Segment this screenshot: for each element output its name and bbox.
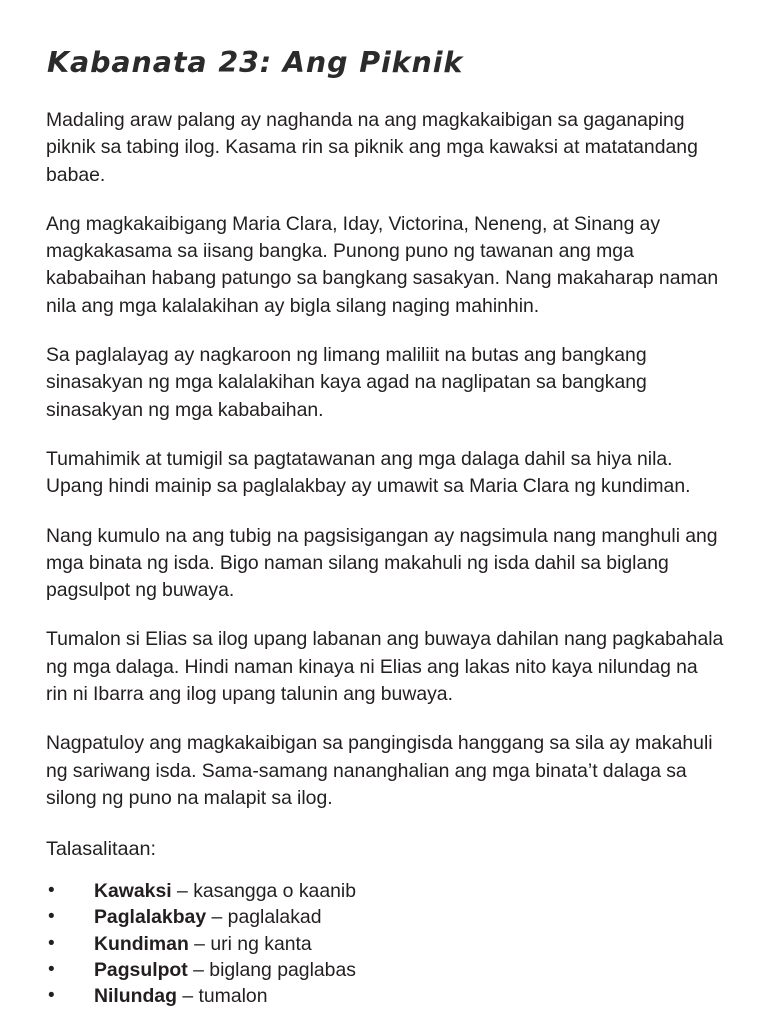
vocabulary-separator: – bbox=[206, 906, 228, 929]
vocabulary-separator: – bbox=[171, 880, 194, 903]
document-content bbox=[46, 46, 724, 1009]
paragraph: Tumahimik at tumigil sa pagtatawanan ang mga dalaga dahil sa hiya nila. Upang hindi mainip sa paglalakbay ay umawit sa Maria Clara ng kundiman. bbox=[46, 447, 691, 498]
paragraph: Tumalon si Elias sa ilog upang labanan ang buwaya dahilan nang pagkabahala ng mga dalaga. Hindi naman kinaya ni Elias ang lakas nito kaya nilundag na rin ni Ibarra ang ilog upang talunin ang buwaya. bbox=[46, 628, 724, 706]
vocabulary-term: Kawaksi bbox=[94, 880, 172, 903]
vocabulary-term: Nilundag bbox=[94, 985, 177, 1008]
vocabulary-separator: – bbox=[188, 932, 211, 955]
vocabulary-definition: kasangga o kaanib bbox=[193, 880, 356, 903]
vocabulary-heading: Talasalitaan: bbox=[46, 838, 156, 861]
paragraph: Nagpatuloy ang magkakaibigan sa pangingisda hanggang sa sila ay makahuli ng sariwang isda. Sama-samang nananghalian ang mga binata’t dalaga sa silong ng puno na malapit sa ilog. bbox=[46, 732, 713, 809]
paragraph: Ang magkakaibigang Maria Clara, Iday, Victorina, Neneng, at Sinang ay magkakasama sa iisang bangka. Punong puno ng tawanan ang mga kababaihan habang patungo sa bangkang sasakyan. Nang makaharap naman nila ang mga kalalakihan ay bigla silang naging mahinhin. bbox=[46, 212, 719, 317]
bullet-icon: • bbox=[48, 880, 55, 902]
list-item bbox=[46, 931, 724, 957]
vocabulary-definition: tumalon bbox=[198, 985, 268, 1008]
bullet-icon: • bbox=[48, 985, 55, 1007]
vocabulary-separator: – bbox=[176, 985, 199, 1008]
list-item bbox=[46, 983, 724, 1009]
body-text bbox=[46, 107, 724, 812]
list-item bbox=[46, 878, 724, 904]
paragraph: Nang kumulo na ang tubig na pagsisigangan ay nagsimula nang manghuli ang mga binata ng isda. Bigo naman silang makahuli ng isda dahil sa biglang pagsulpot ng buwaya. bbox=[46, 524, 718, 602]
bullet-icon: • bbox=[48, 958, 55, 980]
paragraph: Madaling araw palang ay naghanda na ang magkakaibigan sa gaganaping piknik sa tabing ilog. Kasama rin sa piknik ang mga kawaksi at matatandang babae. bbox=[46, 109, 698, 186]
vocabulary-definition: paglalakad bbox=[227, 906, 322, 929]
list-item bbox=[46, 957, 724, 983]
list-item bbox=[46, 904, 724, 930]
vocabulary-term: Kundiman bbox=[94, 932, 189, 955]
paragraph: Sa paglalayag ay nagkaroon ng limang maliliit na butas ang bangkang sinasakyan ng mga kalalakihan kaya agad na naglipatan sa bangkang sinasakyan ng mga kababaihan. bbox=[46, 344, 647, 421]
bullet-icon: • bbox=[48, 932, 55, 954]
vocabulary-definition: biglang paglabas bbox=[209, 958, 356, 981]
vocabulary-term: Paglalakbay bbox=[94, 906, 207, 929]
vocabulary-term: Pagsulpot bbox=[94, 958, 188, 981]
vocabulary-definition: uri ng kanta bbox=[210, 932, 312, 955]
vocabulary-list bbox=[46, 878, 724, 1009]
bullet-icon: • bbox=[48, 906, 55, 928]
page-title: Kabanata 23: Ang Piknik bbox=[47, 46, 464, 79]
vocabulary-separator: – bbox=[187, 958, 210, 981]
